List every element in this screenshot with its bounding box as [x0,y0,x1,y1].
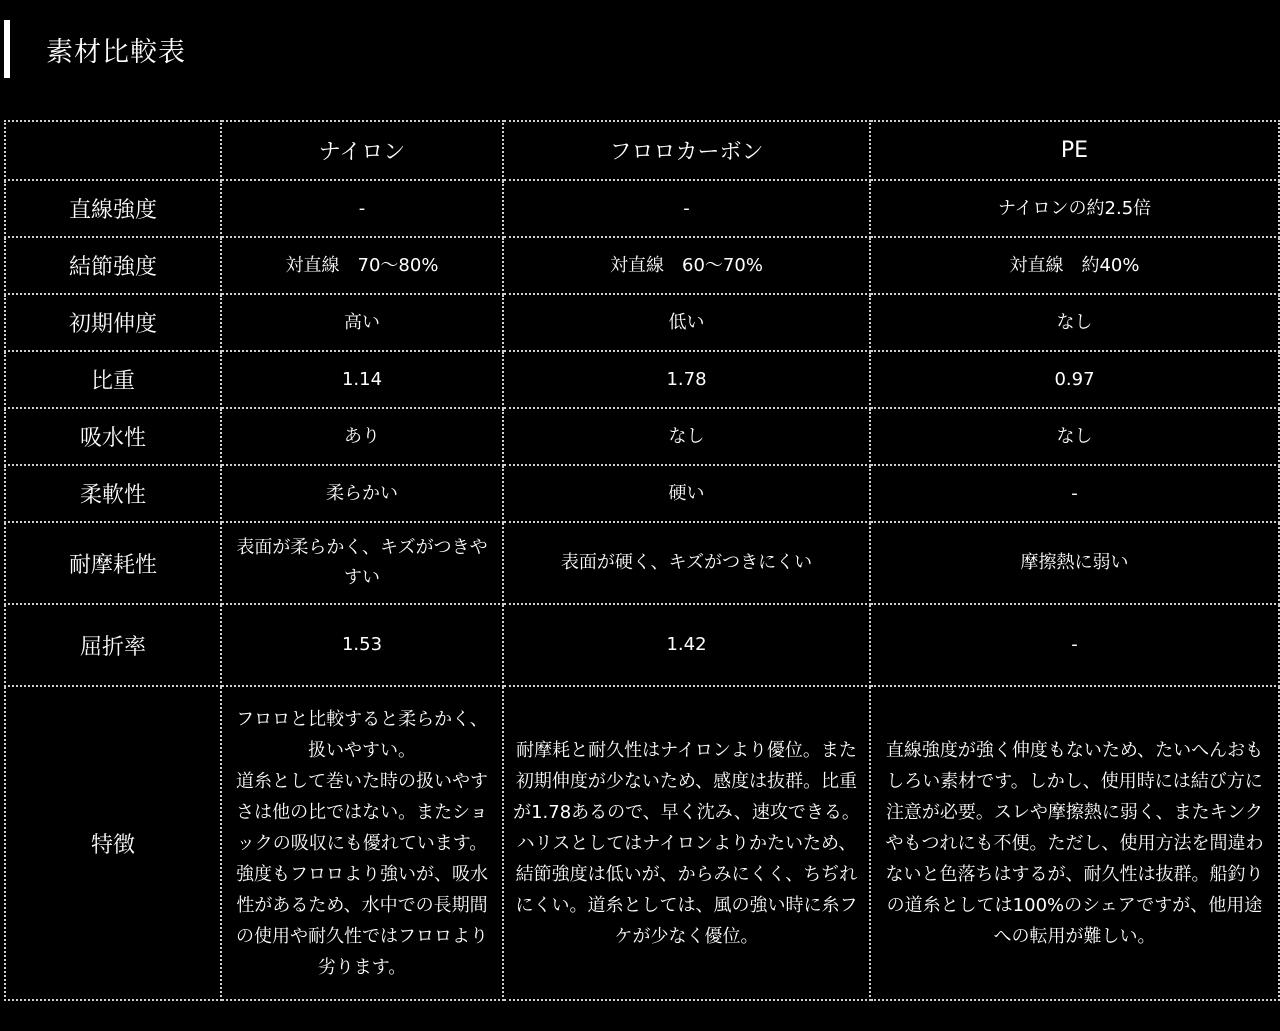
table-row [5,237,1279,294]
header-nylon: ナイロン [221,121,503,180]
cell-nylon: 表面が柔らかく、キズがつきやすい [221,522,503,604]
section-title-bar [4,20,186,78]
cell-nylon: 対直線 70～80% [221,237,503,294]
table-row [5,294,1279,351]
row-label: 耐摩耗性 [5,522,221,604]
cell-fluorocarbon: 表面が硬く、キズがつきにくい [503,522,870,604]
cell-pe: - [870,604,1279,686]
page-title: 素材比較表 [46,36,186,68]
table-row-features [5,686,1279,1000]
cell-fluorocarbon: 1.78 [503,351,870,408]
cell-nylon: あり [221,408,503,465]
row-label: 吸水性 [5,408,221,465]
cell-fluorocarbon: なし [503,408,870,465]
table-header-row [5,121,1279,180]
cell-pe: ナイロンの約2.5倍 [870,180,1279,237]
row-label: 柔軟性 [5,465,221,522]
row-label: 特徴 [5,686,221,1000]
cell-nylon: 1.53 [221,604,503,686]
table-row [5,408,1279,465]
table-row [5,351,1279,408]
cell-pe: 対直線 約40% [870,237,1279,294]
header-fluorocarbon: フロロカーボン [503,121,870,180]
row-label: 屈折率 [5,604,221,686]
feature-pe: 直線強度が強く伸度もないため、たいへんおもしろい素材です。しかし、使用時には結び方に注意が必要。スレや摩擦熱に弱く、またキンクやもつれにも不便。ただし、使用方法を間違わないと色落ちはするが、耐久性は抜群。船釣りの道糸としては100%のシェアですが、他用途への転用が難しい。 [870,686,1279,1000]
cell-fluorocarbon: - [503,180,870,237]
cell-fluorocarbon: 1.42 [503,604,870,686]
cell-nylon: 柔らかい [221,465,503,522]
header-empty-cell [5,121,221,180]
cell-fluorocarbon: 硬い [503,465,870,522]
cell-fluorocarbon: 低い [503,294,870,351]
row-label: 直線強度 [5,180,221,237]
feature-fluorocarbon: 耐摩耗と耐久性はナイロンより優位。また初期伸度が少ないため、感度は抜群。比重が1.78あるので、早く沈み、速攻できる。ハリスとしてはナイロンよりかたいため、結節強度は低いが、からみにくく、ちぢれにくい。道糸としては、風の強い時に糸フケが少なく優位。 [503,686,870,1000]
cell-pe: - [870,465,1279,522]
cell-pe: 摩擦熱に弱い [870,522,1279,604]
row-label: 初期伸度 [5,294,221,351]
cell-nylon: - [221,180,503,237]
cell-nylon: 1.14 [221,351,503,408]
header-pe: PE [870,121,1279,180]
cell-pe: なし [870,294,1279,351]
cell-nylon: 高い [221,294,503,351]
row-label: 結節強度 [5,237,221,294]
material-comparison-table [4,120,1280,1001]
table-row [5,522,1279,604]
table-row [5,465,1279,522]
cell-pe: 0.97 [870,351,1279,408]
cell-fluorocarbon: 対直線 60～70% [503,237,870,294]
feature-nylon: フロロと比較すると柔らかく、扱いやすい。 道糸として巻いた時の扱いやすさは他の比ではない。またショックの吸収にも優れています。強度もフロロより強いが、吸水性があるため、水中での長期間の使用や耐久性ではフロロより劣ります。 [221,686,503,1000]
table-row [5,180,1279,237]
table-row [5,604,1279,686]
row-label: 比重 [5,351,221,408]
cell-pe: なし [870,408,1279,465]
